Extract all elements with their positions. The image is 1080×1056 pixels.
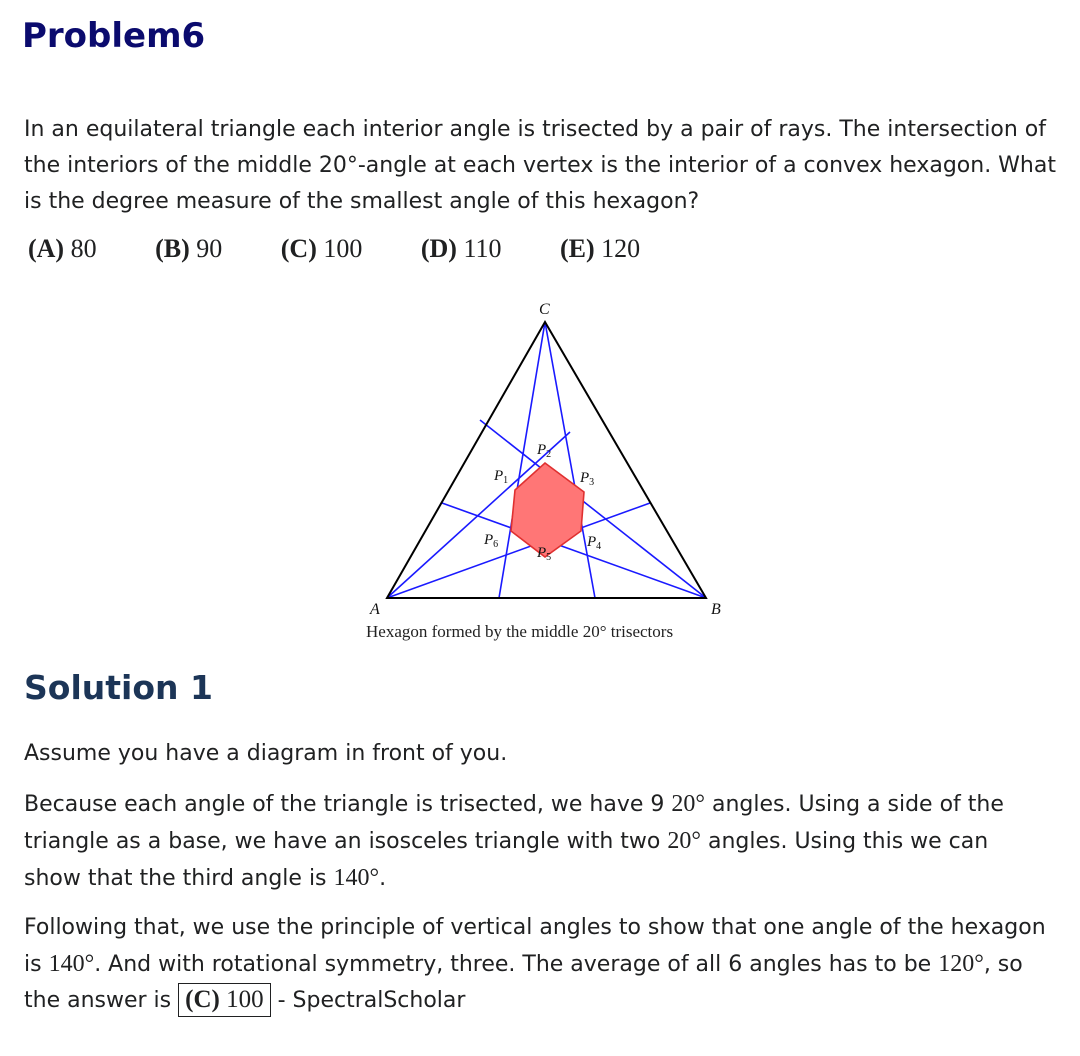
figure-caption: Hexagon formed by the middle 20° trisectors: [366, 622, 674, 641]
choice-d: (D) 110: [420, 234, 502, 263]
choice-e: (E) 120: [560, 234, 641, 263]
choice-b: (B) 90: [155, 234, 223, 263]
point-label-p4: $P_4$: [587, 534, 602, 552]
boxed-answer: (C) 100: [178, 983, 270, 1017]
vertex-label-b: B: [711, 601, 721, 618]
vertex-label-a: A: [370, 601, 380, 618]
page-title: Problem6: [22, 16, 206, 56]
triangle-diagram: [360, 298, 730, 623]
vertex-label-c: C: [539, 301, 550, 318]
math-140-deg: 140°: [48, 951, 95, 977]
point-label-p6: $P_6$: [484, 532, 499, 550]
solution-paragraph-1: Assume you have a diagram in front of you.: [24, 741, 508, 766]
math-20-deg: 20°: [667, 828, 701, 854]
choice-a: (A) 80: [28, 234, 97, 263]
point-label-p3: $P_3$: [580, 470, 595, 488]
point-label-p1: $P_1$: [494, 468, 509, 486]
math-20-deg: 20°: [671, 791, 705, 817]
answer-choices: [28, 234, 692, 270]
solution-paragraph-2: Because each angle of the triangle is trisected, we have 9 20° angles. Using a side of the triangle as a base, we have an isosceles triangle with two 20° angles. Using this we can show that the third angle is 140°.: [24, 791, 1004, 891]
point-label-p5: $P_5$: [537, 545, 552, 563]
math-140-deg: 140°: [333, 865, 380, 891]
point-label-p2: $P_2$: [537, 442, 552, 460]
choice-c: (C) 100: [280, 234, 363, 263]
solution-heading: Solution 1: [24, 668, 213, 707]
statement-line-2: the interiors of the middle 20°-angle at each vertex is the interior of a convex hexagon. What: [24, 153, 1056, 178]
statement-line-3: is the degree measure of the smallest angle of this hexagon?: [24, 189, 700, 214]
solution-paragraph-3: Following that, we use the principle of vertical angles to show that one angle of the hexagon is 140°. And with rotational symmetry, three. The average of all 6 angles has to be 120°, so the answer is (C) 100 - SpectralScholar: [24, 910, 1046, 1019]
problem-statement: [24, 112, 1056, 220]
math-120-deg: 120°: [938, 951, 984, 977]
statement-line-1: In an equilateral triangle each interior angle is trisected by a pair of rays. The intersection of: [24, 117, 1046, 142]
